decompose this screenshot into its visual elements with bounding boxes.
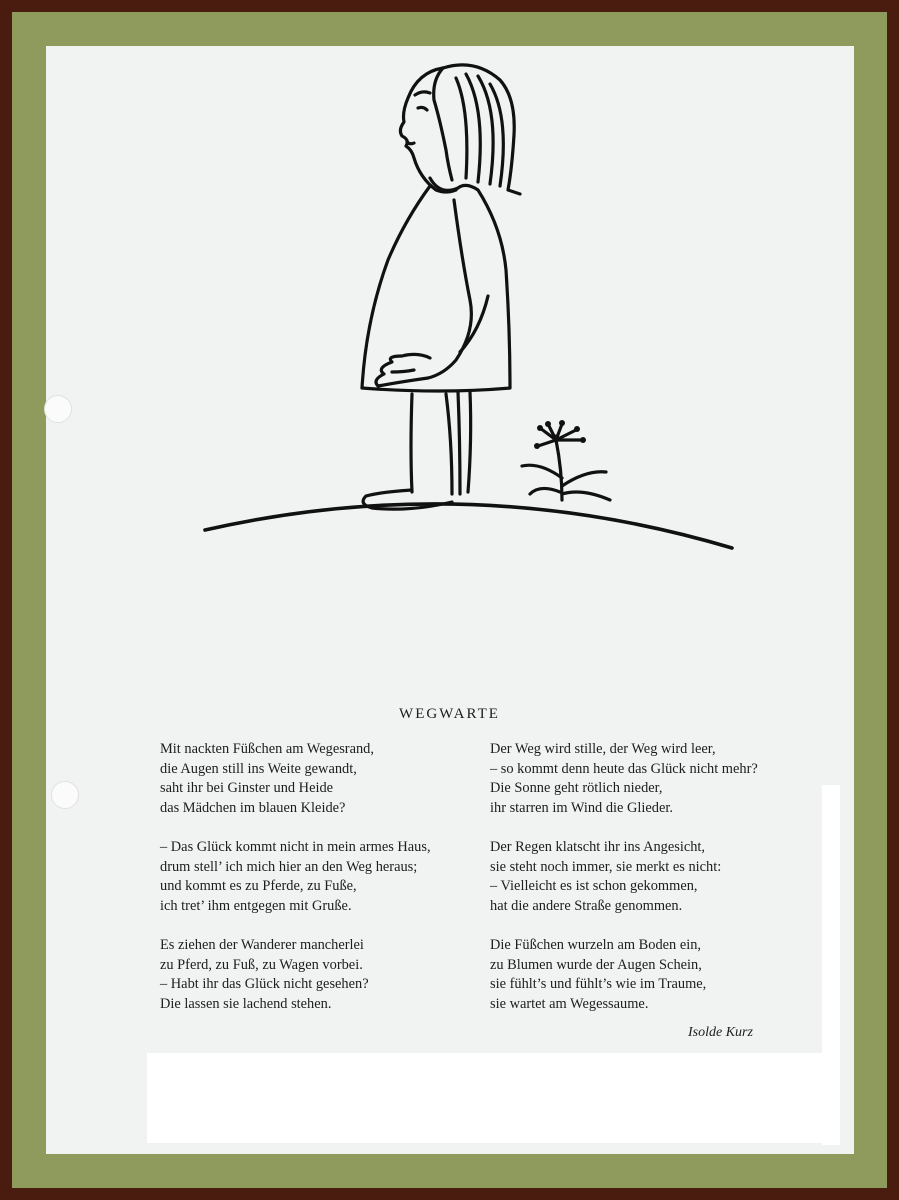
verse-line: die Augen still ins Weite gewandt, bbox=[160, 760, 357, 777]
verse-line: – Habt ihr das Glück nicht gesehen? bbox=[160, 976, 369, 993]
stanza bbox=[490, 838, 758, 916]
verse-line: Die Füßchen wurzeln am Boden ein, bbox=[490, 936, 702, 953]
verse-line: Mit nackten Füßchen am Wegesrand, bbox=[160, 741, 374, 757]
verse-line: Die Sonne geht rötlich nieder, bbox=[490, 780, 663, 797]
verse-line: zu Blumen wurde der Augen Schein, bbox=[490, 956, 702, 973]
verse-line: und kommt es zu Pferde, zu Fuße, bbox=[160, 878, 357, 895]
stanza bbox=[160, 740, 431, 818]
stanza bbox=[490, 740, 758, 818]
poem-column-left bbox=[160, 740, 431, 1034]
stanza bbox=[160, 838, 431, 916]
verse-line: – Vielleicht es ist schon gekommen, bbox=[490, 878, 698, 895]
verse-line: – so kommt denn heute das Glück nicht mehr? bbox=[490, 760, 758, 777]
verse-line: Der Regen klatscht ihr ins Angesicht, bbox=[490, 838, 706, 855]
poem-title: WEGWARTE bbox=[399, 706, 500, 722]
verse-line: das Mädchen im blauen Kleide? bbox=[160, 799, 346, 816]
verse-line: saht ihr bei Ginster und Heide bbox=[160, 780, 334, 797]
verse-line: sie fühlt’s und fühlt’s wie im Traume, bbox=[490, 976, 707, 993]
verse-line: zu Pferd, zu Fuß, zu Wagen vorbei. bbox=[160, 956, 363, 973]
verse-line: Es ziehen der Wanderer mancherlei bbox=[160, 936, 364, 953]
stanza bbox=[490, 936, 758, 1014]
poem-author: Isolde Kurz bbox=[688, 1025, 753, 1040]
verse-line: sie wartet am Wegessaume. bbox=[490, 995, 649, 1012]
verse-line: ihr starren im Wind die Glieder. bbox=[490, 799, 673, 816]
verse-line: hat die andere Straße genommen. bbox=[490, 897, 683, 914]
verse-line: sie steht noch immer, sie merkt es nicht: bbox=[490, 858, 722, 875]
poem-column-right bbox=[490, 740, 758, 1034]
stanza bbox=[160, 936, 431, 1014]
verse-line: Die lassen sie lachend stehen. bbox=[160, 995, 332, 1012]
verse-line: drum stell’ ich mich hier an den Weg heraus; bbox=[160, 858, 418, 875]
verse-line: Der Weg wird stille, der Weg wird leer, bbox=[490, 741, 716, 757]
verse-line: ich tret’ ihm entgegen mit Gruße. bbox=[160, 897, 352, 914]
verse-line: – Das Glück kommt nicht in mein armes Haus, bbox=[160, 838, 431, 855]
